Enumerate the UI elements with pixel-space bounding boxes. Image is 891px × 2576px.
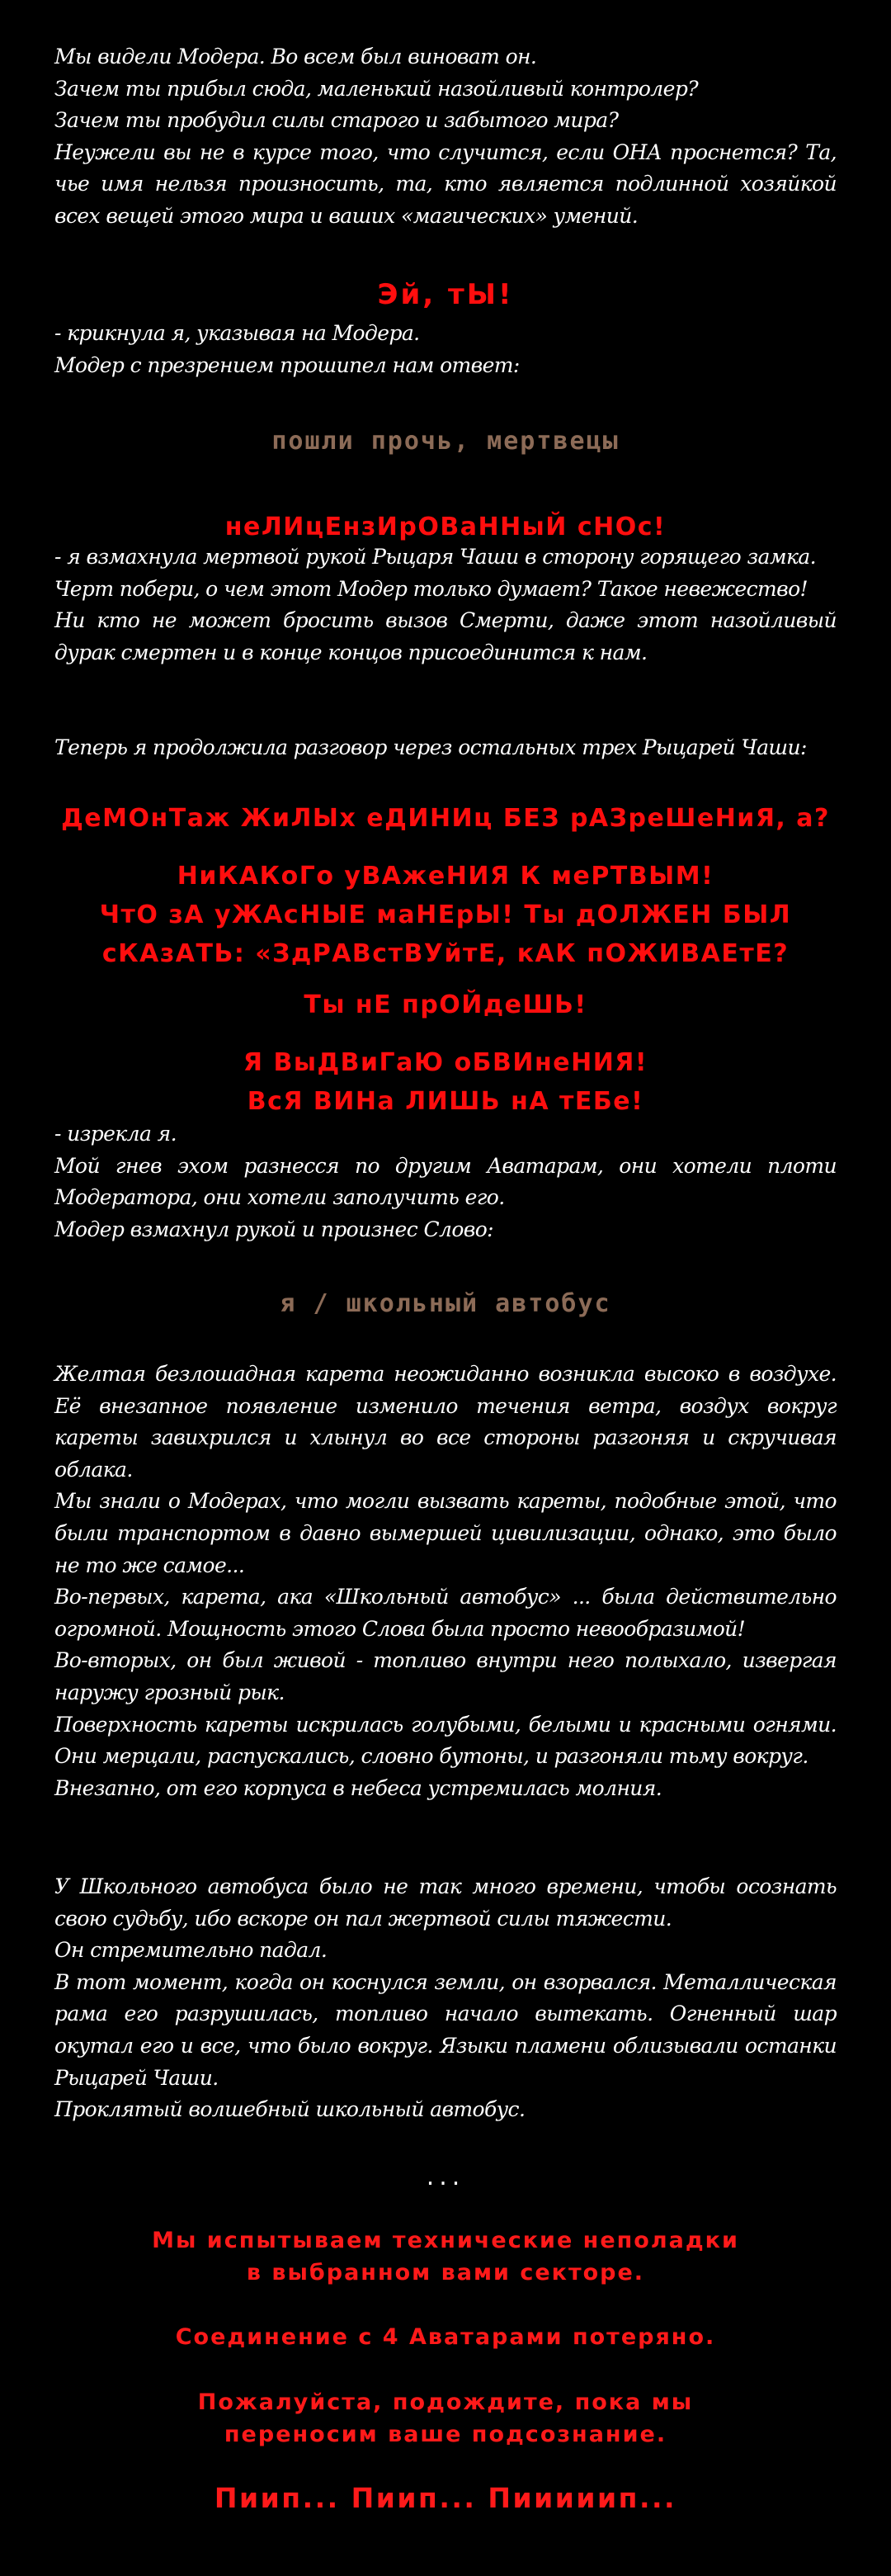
speech-hey-you: Эй, тЫ! xyxy=(377,278,514,311)
system-message-please-wait: Пожалуйста, подождите, пока мы переносим ваше подсознание. xyxy=(197,2389,694,2447)
scene-break-ellipsis: ... xyxy=(426,2162,465,2191)
moder-speech-school-bus: я / школьный автобус xyxy=(280,1289,611,1318)
system-message-technical-issues: Мы испытываем технические неполадки в выбранном вами секторе. xyxy=(152,2228,739,2285)
speech-you-shall-not-pass: Ты нЕ прОЙдеШЬ! xyxy=(304,990,587,1019)
system-message-beep: Пиип... Пиип... Пииииип... xyxy=(214,2482,677,2514)
system-message-connection-lost: Соединение с 4 Аватарами потеряно. xyxy=(175,2324,716,2350)
narration-carriage: Желтая безлошадная карета неожиданно возникла высоко в воздухе. Её внезапное появление изменило течения ветра, воздух вокруг кареты завихрился и хлынул во все стороны разгоняя и скручивая облака. Мы знали о Модерах, что могли вызвать кареты, подобные этой, что были транспортом в давно вымершей цивилизации, однако, это было не то же самое... Во-первых, карета, ака «Школьный автобус» ... была действительно огромной. Мощность этого Слова была просто невообразимой! Во-вторых, он был живой - топливо внутри него полыхало, извергая наружу грозный рык. Поверхность кареты искрилась голубыми, белыми и красными огнями. Они мерцали, распускались, словно бутоны, и разгоняли тьму вокруг. Внезапно, от его корпуса в небеса устремилась молния. xyxy=(54,1362,837,1800)
narration-intro: Мы видели Модера. Во всем был виноват он. Зачем ты прибыл сюда, маленький назойливый контролер? Зачем ты пробудил силы старого и забытого мира? Неужели вы не в курсе того, что случится, если ОНА проснется? Та, чье имя нельзя произносить, та, кто является подлинной хозяйкой всех вещей этого мира и ваших «магических» умений. xyxy=(54,45,837,228)
speech-no-respect: НиКАКоГо уВАжеНИЯ К меРТВЫМ! ЧтО зА уЖАсНЫЕ маНЕрЫ! Ты дОЛЖЕН БЫЛ сКАзАТЬ: «ЗдРАВстВУйтЕ, кАК пОЖИВАЕтЕ? xyxy=(99,862,792,968)
narration-wave-hand: - я взмахнула мертвой рукой Рыцаря Чаши в сторону горящего замка. Черт побери, о чем этот Модер только думает? Такое невежество! Ни кто не может бросить вызов Смерти, даже этот назойливый дурак смертен и в конце концов присоединится к нам. xyxy=(54,545,837,664)
narration-fall: У Школьного автобуса было не так много времени, чтобы осознать свою судьбу, ибо вскоре он пал жертвой силы тяжести. Он стремительно падал. В тот момент, когда он коснулся земли, он взорвался. Металлическая рама его разрушилась, топливо начало вытекать. Огненный шар окутал его и все, что было вокруг. Языки пламени облизывали останки Рыцарей Чаши. Проклятый волшебный школьный автобус. xyxy=(54,1874,837,2122)
narration-continue: Теперь я продолжила разговор через остальных трех Рыцарей Чаши: xyxy=(54,735,807,759)
moder-speech-go-away: пошли прочь, мертвецы xyxy=(271,427,620,456)
speech-unlicensed-demolition: неЛИцЕнзИрОВаННыЙ сНОс! xyxy=(224,513,667,541)
narration-anger: - изрекла я. Мой гнев эхом разнесся по другим Аватарам, они хотели плоти Модератора, они хотели заполучить его. Модер взмахнул рукой и произнес Слово: xyxy=(54,1122,837,1241)
speech-accusations: Я ВыДВиГаЮ оБВИнеНИЯ! ВсЯ ВИНа ЛИШЬ нА тЕБе! xyxy=(243,1048,648,1116)
speech-dismantling: ДеМОнТаж ЖиЛЫх еДИНИц БЕЗ рАЗреШеНиЯ, а? xyxy=(61,804,830,833)
narration-shout: - крикнула я, указывая на Модера. Модер с презрением прошипел нам ответ: xyxy=(54,321,520,377)
